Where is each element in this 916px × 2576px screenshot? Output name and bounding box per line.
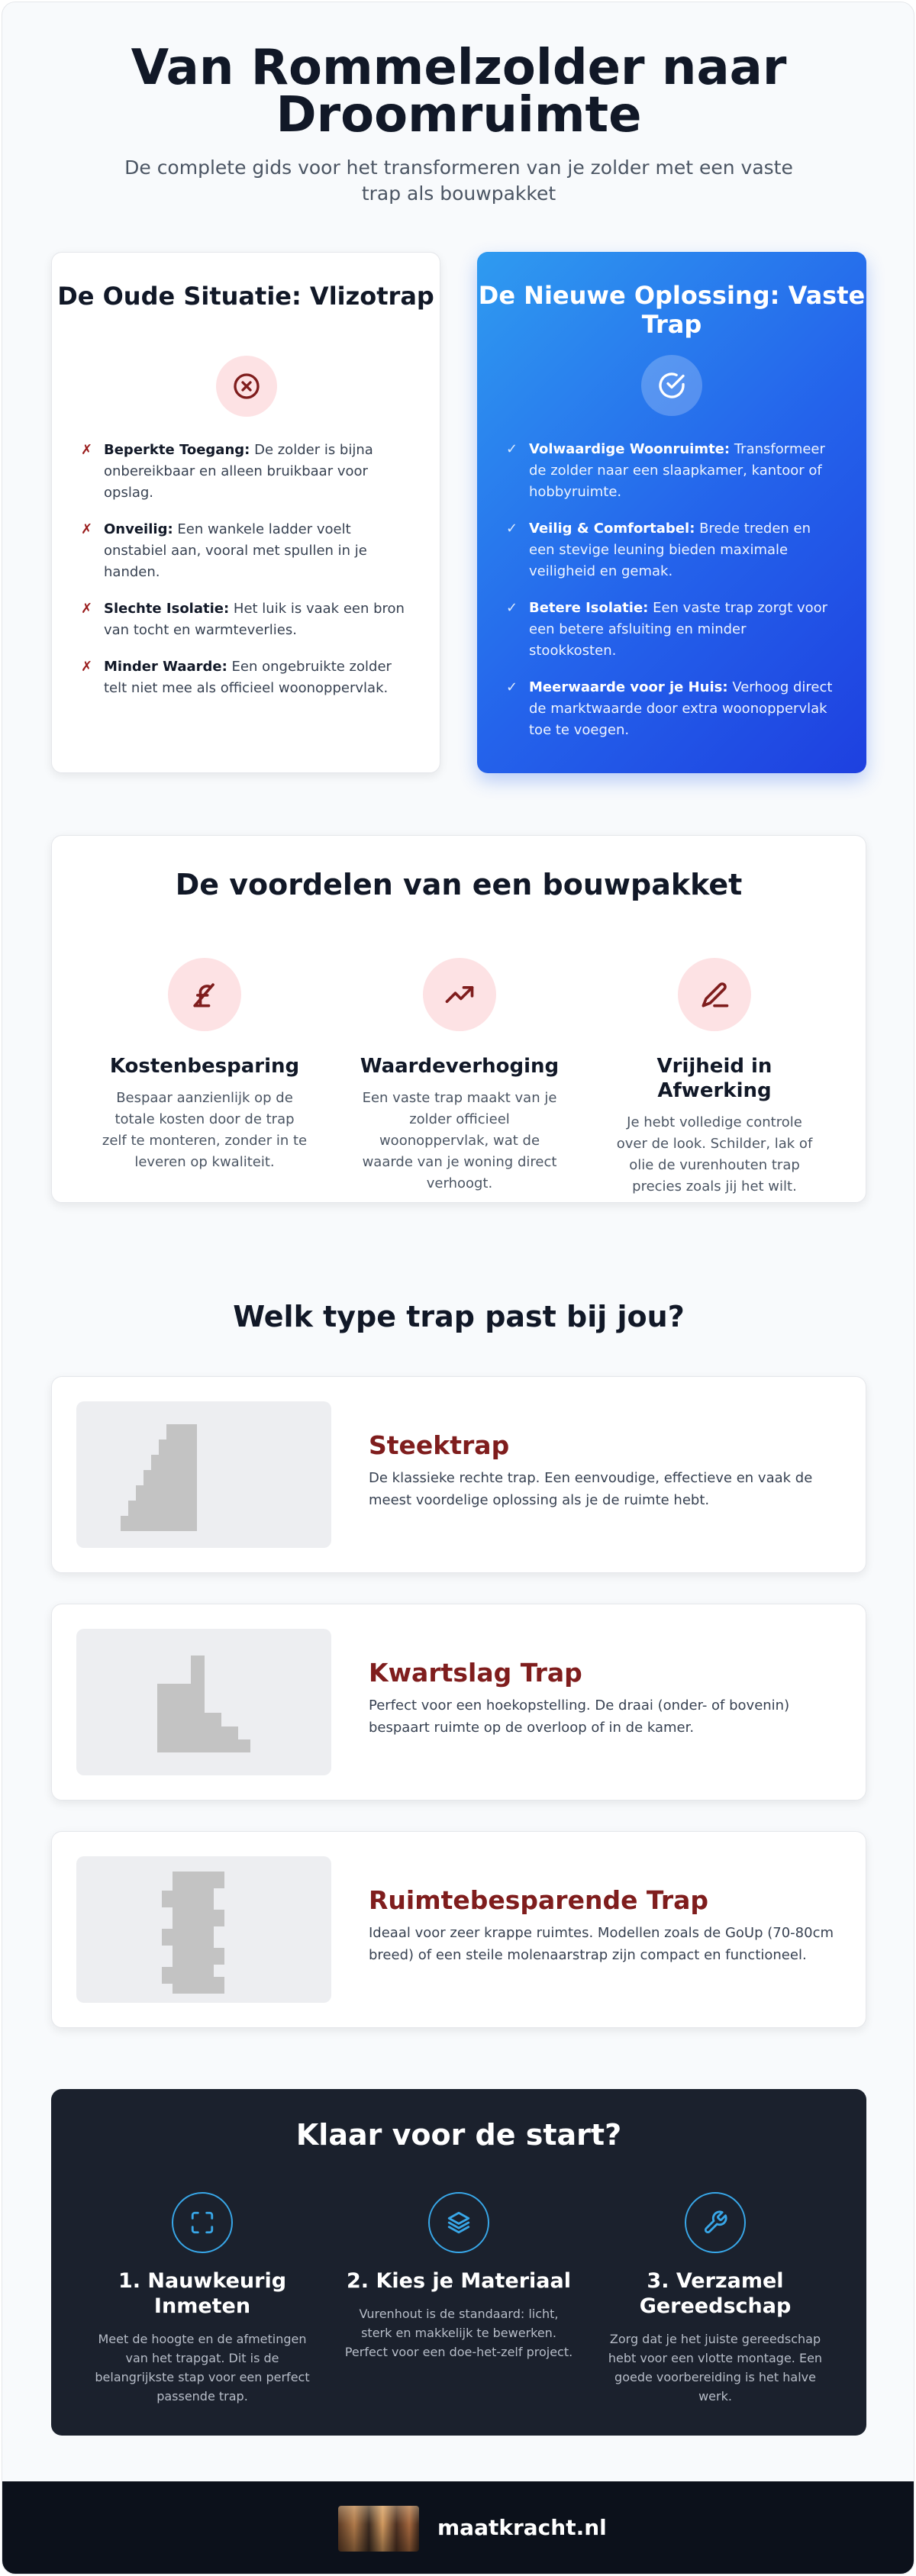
cross-mark-icon: ✗ xyxy=(81,601,93,617)
scan-frame-icon xyxy=(172,2192,233,2253)
benefit-value-increase xyxy=(356,958,563,1195)
list-item xyxy=(81,656,409,699)
point-text: Het luik is vaak een bron van tocht en warmteverlies. xyxy=(104,601,405,638)
point-label: Veilig & Comfortabel: xyxy=(529,521,695,537)
type-card-ruimtebesparend xyxy=(51,1831,866,2028)
footer-brand-link[interactable]: maatkracht.nl xyxy=(437,2515,607,2540)
pencil-icon xyxy=(678,958,751,1031)
check-mark-icon: ✓ xyxy=(506,521,518,537)
benefit-title: Waardeverhoging xyxy=(360,1055,560,1078)
benefits-section xyxy=(51,835,866,1203)
benefit-text: Je hebt volledige controle over de look. Schilder, lak of olie de vurenhouten trap precies zoals jij het wilt. xyxy=(616,1114,813,1195)
benefit-title: Vrijheid in Afwerking xyxy=(656,1055,772,1102)
point-label: Beperkte Toegang: xyxy=(104,442,250,458)
benefit-finishing-freedom xyxy=(611,958,818,1198)
point-label: Onveilig: xyxy=(104,521,173,537)
point-text: Transformeer de zolder naar een slaapkamer, kantoor of hobbyruimte. xyxy=(529,441,825,500)
new-solution-card xyxy=(477,252,866,773)
step-tools xyxy=(601,2192,830,2406)
page-subtitle: De complete gids voor het transformeren van je zolder met een vaste trap als bouwpakket xyxy=(124,156,793,205)
type-description: Ideaal voor zeer krappe ruimtes. Modellen zoals de GoUp (70-80cm breed) of een steile molenaarstrap zijn compact en functioneel. xyxy=(369,1925,834,1963)
list-item xyxy=(506,598,836,662)
check-mark-icon: ✓ xyxy=(506,441,518,457)
point-text: De zolder is bijna onbereikbaar en alleen bruikbaar voor opslag. xyxy=(104,442,373,501)
check-mark-icon: ✓ xyxy=(506,600,518,616)
cross-mark-icon: ✗ xyxy=(81,521,93,537)
point-label: Minder Waarde: xyxy=(104,659,227,675)
old-situation-title: De Oude Situatie: Vlizotrap xyxy=(57,282,434,311)
type-card-kwartslag xyxy=(51,1604,866,1801)
point-text: Een ongebruikte zolder telt niet mee als officieel woonoppervlak. xyxy=(104,659,392,696)
space-saving-stair-illustration xyxy=(76,1856,331,2003)
new-solution-title: De Nieuwe Oplossing: Vaste Trap xyxy=(478,281,866,339)
step-text: Zorg dat je het juiste gereedschap hebt voor een vlotte montage. Een goede voorbereiding is het halve werk. xyxy=(608,2332,823,2404)
step-text: Meet de hoogte en de afmetingen van het trapgat. Dit is de belangrijkste stap voor een perfect passende trap. xyxy=(95,2332,310,2404)
step-material xyxy=(344,2192,573,2362)
check-mark-icon: ✓ xyxy=(506,679,518,695)
new-solution-list xyxy=(506,439,836,756)
type-name: Kwartslag Trap xyxy=(369,1658,582,1688)
list-item xyxy=(81,519,409,583)
start-title: Klaar voor de start? xyxy=(295,2118,622,2152)
start-section xyxy=(51,2089,866,2436)
benefit-title: Kostenbesparing xyxy=(109,1055,300,1078)
list-item xyxy=(506,677,836,741)
layers-icon xyxy=(428,2192,489,2253)
check-circle-icon xyxy=(641,355,702,416)
old-situation-list xyxy=(81,440,409,714)
cross-mark-icon: ✗ xyxy=(81,442,93,458)
cross-mark-icon: ✗ xyxy=(81,659,93,675)
point-label: Meerwaarde voor je Huis: xyxy=(529,679,728,695)
point-text: Verhoog direct de marktwaarde door extra woonoppervlak toe te voegen. xyxy=(529,679,833,738)
benefits-title: De voordelen van een bouwpakket xyxy=(175,868,743,901)
type-description: De klassieke rechte trap. Een eenvoudige, effectieve en vaak de meest voordelige oplossing als je de ruimte hebt. xyxy=(369,1470,813,1508)
point-label: Volwaardige Woonruimte: xyxy=(529,441,731,457)
point-text: Een vaste trap zorgt voor een betere afsluiting en minder stookkosten. xyxy=(529,600,828,659)
benefit-text: Bespaar aanzienlijk op de totale kosten door de trap zelf te monteren, zonder in te leveren op kwaliteit. xyxy=(102,1090,308,1170)
type-card-steektrap xyxy=(51,1376,866,1573)
point-text: Brede treden en een stevige leuning bieden maximale veiligheid en gemak. xyxy=(529,521,811,579)
list-item xyxy=(81,598,409,641)
point-text: Een wankele ladder voelt onstabiel aan, vooral met spullen in je handen. xyxy=(104,521,367,580)
list-item xyxy=(506,439,836,503)
types-title: Welk type trap past bij jou? xyxy=(233,1300,685,1333)
quarter-turn-stair-illustration xyxy=(76,1629,331,1775)
step-title: 2. Kies je Materiaal xyxy=(347,2269,571,2293)
old-situation-card xyxy=(51,252,440,773)
step-title: 1. Nauwkeurig Inmeten xyxy=(118,2269,287,2318)
straight-stair-illustration xyxy=(76,1401,331,1548)
benefit-cost-saving xyxy=(102,958,308,1173)
footer xyxy=(2,2481,914,2574)
euro-strike-icon xyxy=(168,958,241,1031)
type-description: Perfect voor een hoekopstelling. De draai (onder- of bovenin) bespaart ruimte op de overloop of in de kamer. xyxy=(369,1697,790,1736)
type-name: Steektrap xyxy=(369,1430,510,1460)
step-title: 3. Verzamel Gereedschap xyxy=(639,2269,792,2318)
trending-up-icon xyxy=(423,958,496,1031)
step-measure xyxy=(88,2192,317,2406)
workshop-photo xyxy=(338,2506,419,2552)
type-name: Ruimtebesparende Trap xyxy=(369,1885,708,1915)
page xyxy=(2,2,914,2574)
point-label: Betere Isolatie: xyxy=(529,600,649,616)
list-item xyxy=(81,440,409,504)
benefit-text: Een vaste trap maakt van je zolder officieel woonoppervlak, wat de waarde van je woning direct verhoogt. xyxy=(362,1090,557,1191)
step-text: Vurenhout is de standaard: licht, sterk en makkelijk te bewerken. Perfect voor een doe-het-zelf project. xyxy=(344,2307,573,2359)
list-item xyxy=(506,518,836,582)
x-circle-icon xyxy=(216,356,277,417)
wrench-icon xyxy=(685,2192,746,2253)
page-title: Van Rommelzolder naar Droomruimte xyxy=(131,40,787,143)
point-label: Slechte Isolatie: xyxy=(104,601,230,617)
